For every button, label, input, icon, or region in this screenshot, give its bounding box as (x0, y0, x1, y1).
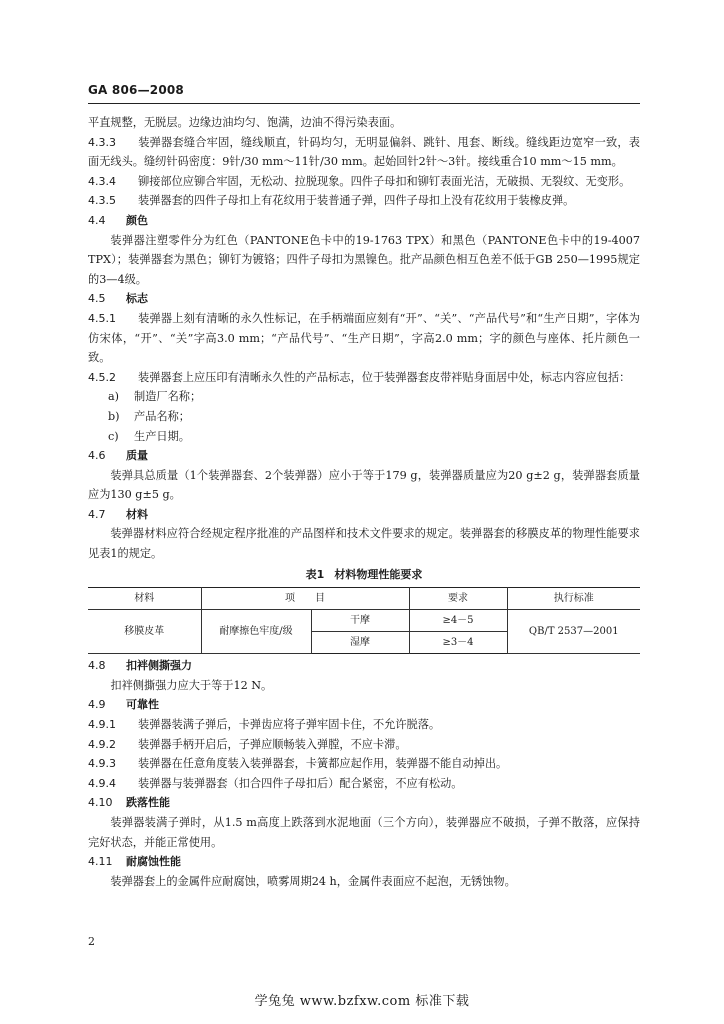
section-number: 4.10 (88, 796, 113, 810)
clause (88, 172, 640, 192)
section-heading (88, 211, 640, 231)
paragraph: 装弹器装满子弹时，从1.5 m高度上跌落到水泥地面（三个方向），装弹器应不破损，子弹不散落，应保持完好状态，并能正常使用。 (88, 816, 640, 849)
section-title: 质量 (126, 449, 148, 463)
clause (88, 368, 640, 388)
section-number: 4.8 (88, 659, 106, 673)
clause-number: 4.5.2 (88, 370, 116, 384)
table-caption (88, 565, 640, 585)
list-text: 产品名称； (134, 409, 190, 423)
header-item: 项 目 (201, 588, 409, 610)
cell-dry-requirement: ≥4－5 (409, 610, 507, 632)
section-title: 跌落性能 (126, 796, 170, 810)
document-body (88, 113, 640, 891)
cell-dry-label: 干摩 (311, 610, 409, 632)
page-number: 2 (88, 935, 95, 948)
paragraph: 扣袢侧撕强力应大于等于12 N。 (110, 678, 273, 692)
list-marker: c) (108, 429, 119, 443)
paragraph: 装弹器套上的金属件应耐腐蚀，喷雾周期24 h，金属件表面应不起泡，无锈蚀物。 (110, 874, 516, 888)
clause-number: 4.9.4 (88, 776, 116, 790)
clause (88, 774, 640, 794)
watermark-footer: 学兔兔 www.bzfxw.com 标准下载 (254, 994, 470, 1009)
clause-text: 装弹器套的四件子母扣上有花纹用于装普通子弹，四件子母扣上没有花纹用于装橡皮弹。 (138, 194, 575, 208)
clause-text: 装弹器装满子弹后，卡弹齿应将子弹牢固卡住，不允许脱落。 (138, 718, 441, 732)
list-marker: a) (108, 390, 120, 404)
header-standard: 执行标准 (507, 588, 640, 610)
clause-text: 装弹器上刻有清晰的永久性标记，在手柄端面应刻有“开”、“关”、“产品代号”和“生产日期”，字体为仿宋体，“开”、“关”字高3.0 mm；“产品代号”、“生产日期”，字高2.0 mm；字的颜色与座体、托片颜色一致。 (88, 311, 640, 365)
section-heading (88, 289, 640, 309)
clause-text: 铆接部位应铆合牢固，无松动、拉脱现象。四件子母扣和铆钉表面光洁，无破损、无裂纹、无变形。 (138, 174, 631, 188)
standard-header: GA 806—2008 (88, 83, 184, 97)
table-row (88, 610, 640, 632)
clause-number: 4.5.1 (88, 311, 116, 325)
section-number: 4.11 (88, 855, 113, 869)
clause (88, 309, 640, 368)
clause-text: 装弹器套缝合牢固，缝线顺直，针码均匀，无明显偏斜、跳针、甩套、断线。缝线距边宽窄一致，表面无线头。缝纫针码密度：9针/30 mm～11针/30 mm。起始回针2针～3针。接线重合10 mm～15 mm。 (88, 135, 640, 169)
list-text: 生产日期。 (134, 429, 190, 443)
clause-text: 装弹器与装弹器套（扣合四件子母扣后）配合紧密，不应有松动。 (138, 776, 463, 790)
paragraph: 装弹器材料应符合经规定程序批准的产品图样和技术文件要求的规定。装弹器套的移膜皮革的物理性能要求见表1的规定。 (88, 527, 640, 561)
section-heading (88, 446, 640, 466)
list-item (88, 427, 640, 447)
clause-text: 装弹器套上应压印有清晰永久性的产品标志，位于装弹器套皮带袢贴身面居中处，标志内容应包括： (138, 370, 631, 384)
section-number: 4.4 (88, 213, 106, 227)
paragraph: 装弹器注塑零件分为红色（PANTONE色卡中的19-1763 TPX）和黑色（PANTONE色卡中的19-4007 TPX）；装弹器套为黑色；铆钉为镀铬；四件子母扣为黑镍色。批产品颜色相互色差不低于GB 250—1995规定的3—4级。 (88, 233, 640, 286)
section-number: 4.7 (88, 507, 106, 521)
cell-material: 移膜皮革 (88, 610, 201, 654)
section-title: 颜色 (126, 213, 148, 227)
clause (88, 754, 640, 774)
section-heading (88, 695, 640, 715)
clause (88, 191, 640, 211)
paragraph: 装弹具总质量（1个装弹器套、2个装弹器）应小于等于179 g，装弹器质量应为20 g±2 g，装弹器套质量应为130 g±5 g。 (88, 468, 640, 502)
section-heading (88, 656, 640, 676)
table-header-row (88, 588, 640, 610)
clause-text: 装弹器在任意角度装入装弹器套，卡簧都应起作用，装弹器不能自动掉出。 (138, 757, 508, 771)
clause-number: 4.3.5 (88, 194, 116, 208)
clause-number: 4.9.1 (88, 718, 116, 732)
material-properties-table (88, 587, 640, 654)
section-number: 4.9 (88, 698, 106, 712)
clause-number: 4.9.3 (88, 757, 116, 771)
clause (88, 133, 640, 172)
clause (88, 735, 640, 755)
cell-wet-label: 湿摩 (311, 632, 409, 654)
section-number: 4.6 (88, 449, 106, 463)
clause-text: 装弹器手柄开启后，子弹应顺畅装入弹膛，不应卡滞。 (138, 737, 407, 751)
header-rule (88, 103, 640, 104)
section-title: 标志 (126, 292, 148, 306)
clause-number: 4.3.3 (88, 135, 116, 149)
clause-number: 4.9.2 (88, 737, 116, 751)
section-title: 耐腐蚀性能 (126, 855, 181, 869)
section-heading (88, 505, 640, 525)
clause-number: 4.3.4 (88, 174, 116, 188)
cell-standard: QB/T 2537—2001 (507, 610, 640, 654)
list-marker: b) (108, 409, 120, 423)
table-caption-number: 表1 (305, 567, 325, 581)
header-requirement: 要求 (409, 588, 507, 610)
clause (88, 715, 640, 735)
section-heading (88, 793, 640, 813)
header-material: 材料 (88, 588, 201, 610)
section-title: 可靠性 (126, 698, 159, 712)
section-title: 扣袢侧撕强力 (126, 659, 192, 673)
cell-item: 耐摩擦色牢度/级 (201, 610, 311, 654)
table-caption-title: 材料物理性能要求 (334, 567, 423, 581)
section-title: 材料 (126, 507, 148, 521)
list-item (88, 407, 640, 427)
cell-wet-requirement: ≥3－4 (409, 632, 507, 654)
list-text: 制造厂名称； (134, 390, 202, 404)
section-number: 4.5 (88, 292, 106, 306)
section-heading (88, 852, 640, 872)
paragraph: 平直规整，无脱层。边缘边油均匀、饱满，边油不得污染表面。 (88, 116, 402, 129)
list-item (88, 387, 640, 407)
